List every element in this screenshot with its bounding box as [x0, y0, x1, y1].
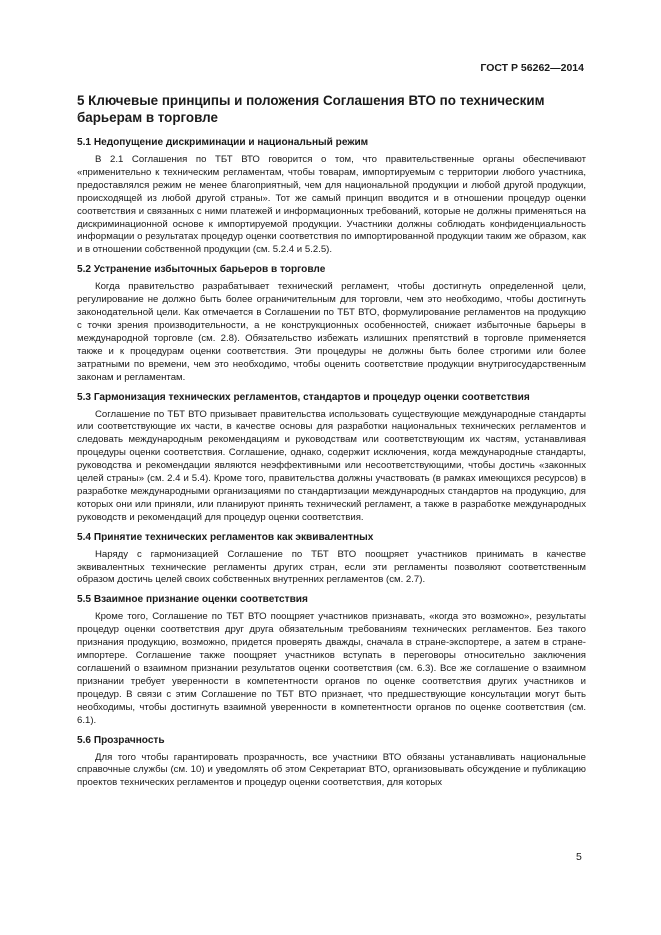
subsection-title-5-1: 5.1 Недопущение дискриминации и национальный режим: [77, 137, 369, 148]
document-header: ГОСТ Р 56262—2014: [480, 62, 584, 74]
subsection-title-5-2: 5.2 Устранение избыточных барьеров в торговле: [77, 264, 326, 276]
subsection-title-5-6: 5.6 Прозрачность: [77, 734, 165, 746]
subsection-title-5-4: 5.4 Принятие технических регламентов как эквивалентных: [77, 531, 374, 543]
page-number: 5: [576, 851, 582, 863]
page-content: [77, 92, 586, 796]
paragraph-5-5: Кроме того, Соглашение по ТБТ ВТО поощряет участников признавать, «когда это возможно», результаты процедур оценки соответствия друг друга обязательным требованиям технических регламентов. Без такого признания продукцию, возможно, придется проверять дважды, сначала в стране-экспортере, а затем в стране-импортере. Соглашение также поощряет участников вступать в переговоры относительно заключения соглашений о взаимном признании результатов оценки соответствия (см. 6.3). Все же соглашение о взаимном признании требует уверенности в компетентности органов по оценке соответствия других участников и процедур. В связи с этим Соглашение по ТБТ ВТО признает, что предшествующие консультации могут быть необходимы, чтобы достигнуть взаимной уверенности в компетентности органов по оценке соответствия (см. 6.1).: [77, 611, 586, 726]
subsection-title-5-5: 5.5 Взаимное признание оценки соответствия: [77, 594, 308, 606]
paragraph-5-4: Наряду с гармонизацией Соглашение по ТБТ ВТО поощряет участников принимать в качестве эквивалентных технические регламенты других стран, если эти регламенты позволяют соответственным образом достичь целей своих собственных внутренних регламентов (см. 2.7).: [77, 548, 586, 586]
paragraph-5-2: Когда правительство разрабатывает технический регламент, чтобы достигнуть определенной цели, регулирование не должно быть более ограничительным для торговли, чем это необходимо, чтобы достигнуть законодательной цели. Как отмечается в Соглашении по ТБТ ВТО, формулирование регламентов на продукцию с точки зрения производительности, а не конструкционных особенностей, снижает избыточные барьеры в международной торговле (см. 2.8). Обязательство избежать излишних препятствий в торговле применяется также и к процедурам оценки соответствия. Эти процедуры не должны быть более строгими или более затратными по времени, чем это необходимо, чтобы оценить соответствие продукции внутригосударственным законам и регламентам.: [77, 281, 586, 383]
paragraph-5-6: Для того чтобы гарантировать прозрачность, все участники ВТО обязаны устанавливать национальные справочные службы (см. 10) и уведомлять об этом Секретариат ВТО, организовывать обсуждение и публикацию проектов технических регламентов и процедур оценки соответствия, для которых: [77, 751, 586, 789]
paragraph-5-3: Соглашение по ТБТ ВТО призывает правительства использовать существующие международные стандарты или соответствующие их части, в качестве основы для разработки национальных технических регламентов и следовать международным рекомендациям и руководствам или соответствующим их частям, устанавливая процедуры оценки соответствия. Соглашение, однако, содержит исключения, когда международные стандарты, руководства и рекомендации являются неэффективными или несоответствующими, чтобы достичь «законных целей страны» (см. 2.4 и 5.4). Кроме того, правительства должны участвовать (в рамках имеющихся ресурсов) в разработке международными организациями по стандартизации международных стандартов на продукцию, для которых они или приняли, или планируют принять технический регламент, а также в разработке международных руководств и рекомендаций для процедур оценки соответствия.: [77, 408, 586, 523]
section-title: 5 Ключевые принципы и положения Соглашения ВТО по техническим барьерам в торговле: [77, 93, 545, 125]
subsection-title-5-3: 5.3 Гармонизация технических регламентов, стандартов и процедур оценки соответствия: [77, 391, 530, 403]
paragraph-5-1: В 2.1 Соглашения по ТБТ ВТО говорится о том, что правительственные органы обеспечивают «применительно к техническим регламентам, чтобы товарам, импортируемым с территории любого участника, предоставлялся режим не менее благоприятный, чем для национальной продукции и любой другой продукции, происходящей из любой другой страны». Тот же самый принцип вводится и в отношении процедур оценки соответствия и связанных с ними платежей и информационных требований, которые не должны применяться на дискриминационной основе к импортируемой продукции. Участники должны соблюдать конфиденциальность информации о результатах процедур оценки соответствия по импортированной продукции таким же образом, как и в отношении собственной продукции (см. 5.2.4 и 5.2.5).: [77, 154, 586, 256]
